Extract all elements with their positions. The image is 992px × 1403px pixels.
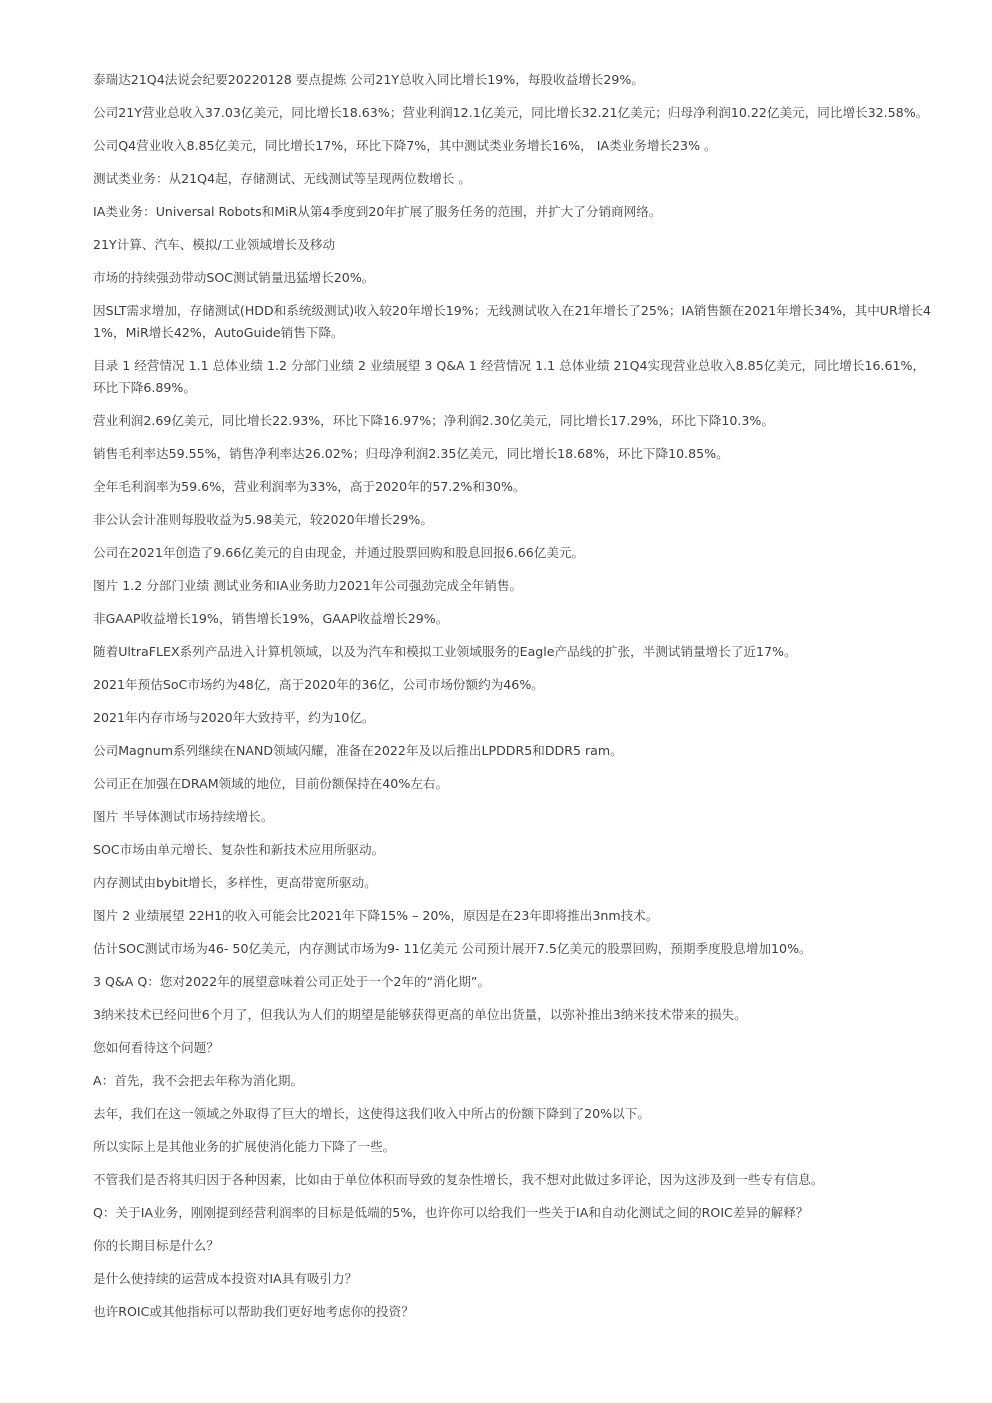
paragraph: 公司Magnum系列继续在NAND领域闪耀，准备在2022年及以后推出LPDDR5和DDR5 ram。 <box>93 743 623 758</box>
paragraph-title-summary: 泰瑞达21Q4法说会纪要20220128 要点提炼 公司21Y总收入同比增长19%，每股收益增长29%。 <box>93 72 644 87</box>
paragraph: 非公认会计准则每股收益为5.98美元，较2020年增长29%。 <box>93 512 433 527</box>
paragraph: 图片 1.2 分部门业绩 测试业务和IA业务助力2021年公司强劲完成全年销售。 <box>93 578 523 593</box>
paragraph: 营业利润2.69亿美元，同比增长22.93%，环比下降16.97%；净利润2.30亿美元，同比增长17.29%，环比下降10.3%。 <box>93 413 774 428</box>
paragraph: 随着UltraFLEX系列产品进入计算机领域，以及为汽车和模拟工业领域服务的Eagle产品线的扩张，半测试销量增长了近17%。 <box>93 644 797 659</box>
paragraph-table-of-contents: 目录 1 经营情况 1.1 总体业绩 1.2 分部门业绩 2 业绩展望 3 Q&A 1 经营情况 1.1 总体业绩 21Q4实现营业总收入8.85亿美元，同比增长16.61%，环比下降6.89%。 <box>93 358 926 395</box>
paragraph-qa-question: 3 Q&A Q：您对2022年的展望意味着公司正处于一个2年的“消化期”。 <box>93 974 491 989</box>
paragraph: 2021年预估SoC市场约为48亿，高于2020年的36亿，公司市场份额约为46%。 <box>93 677 544 692</box>
paragraph: 全年毛利润率为59.6%，营业利润率为33%，高于2020年的57.2%和30%。 <box>93 479 526 494</box>
paragraph: 销售毛利率达59.55%，销售净利率达26.02%；归母净利润2.35亿美元，同比增长18.68%，环比下降10.85%。 <box>93 446 729 461</box>
paragraph: 所以实际上是其他业务的扩展使消化能力下降了一些。 <box>93 1139 396 1154</box>
paragraph: 市场的持续强劲带动SOC测试销量迅猛增长20%。 <box>93 270 375 285</box>
paragraph: 图片 半导体测试市场持续增长。 <box>93 809 274 824</box>
paragraph: 也许ROIC或其他指标可以帮助我们更好地考虑你的投资？ <box>93 1304 414 1319</box>
paragraph: 测试类业务：从21Q4起，存储测试、无线测试等呈现两位数增长 。 <box>93 171 471 186</box>
paragraph-qa-answer: A：首先，我不会把去年称为消化期。 <box>93 1073 304 1088</box>
document-body <box>93 69 933 1334</box>
paragraph: 不管我们是否将其归因于各种因素，比如由于单位体积而导致的复杂性增长，我不想对此做过多评论，因为这涉及到一些专有信息。 <box>93 1172 824 1187</box>
paragraph: 估计SOC测试市场为46- 50亿美元，内存测试市场为9- 11亿美元 公司预计展开7.5亿美元的股票回购，预期季度股息增加10%。 <box>93 941 812 956</box>
paragraph: 图片 2 业绩展望 22H1的收入可能会比2021年下降15% – 20%，原因是在23年即将推出3nm技术。 <box>93 908 659 923</box>
paragraph: 是什么使持续的运营成本投资对IA具有吸引力？ <box>93 1271 358 1286</box>
paragraph: 公司Q4营业收入8.85亿美元，同比增长17%，环比下降7%，其中测试类业务增长16%， IA类业务增长23% 。 <box>93 138 717 153</box>
paragraph: SOC市场由单元增长、复杂性和新技术应用所驱动。 <box>93 842 385 857</box>
paragraph: 公司在2021年创造了9.66亿美元的自由现金，并通过股票回购和股息回报6.66亿美元。 <box>93 545 585 560</box>
paragraph-qa-question: Q：关于IA业务，刚刚提到经营利润率的目标是低端的5%，也许你可以给我们一些关于IA和自动化测试之间的ROIC差异的解释？ <box>93 1205 809 1220</box>
paragraph: IA类业务：Universal Robots和MiR从第4季度到20年扩展了服务任务的范围，并扩大了分销商网络。 <box>93 204 662 219</box>
paragraph: 你的长期目标是什么？ <box>93 1238 219 1253</box>
paragraph: 3纳米技术已经问世6个月了，但我认为人们的期望是能够获得更高的单位出货量，以弥补推出3纳米技术带来的损失。 <box>93 1007 747 1022</box>
paragraph: 21Y计算、汽车、模拟/工业领域增长及移动 <box>93 237 336 252</box>
paragraph: 您如何看待这个问题？ <box>93 1040 219 1055</box>
paragraph: 非GAAP收益增长19%，销售增长19%，GAAP收益增长29%。 <box>93 611 449 626</box>
paragraph: 2021年内存市场与2020年大致持平，约为10亿。 <box>93 710 375 725</box>
paragraph: 公司21Y营业总收入37.03亿美元，同比增长18.63%；营业利润12.1亿美元，同比增长32.21亿美元；归母净利润10.22亿美元，同比增长32.58%。 <box>93 105 929 120</box>
paragraph: 内存测试由bybit增长，多样性，更高带宽所驱动。 <box>93 875 377 890</box>
paragraph: 因SLT需求增加，存储测试(HDD和系统级测试)收入较20年增长19%；无线测试收入在21年增长了25%；IA销售额在2021年增长34%，其中UR增长41%，MiR增长42%，AutoGuide销售下降。 <box>93 303 931 340</box>
paragraph: 去年，我们在这一领域之外取得了巨大的增长，这使得这我们收入中所占的份额下降到了20%以下。 <box>93 1106 650 1121</box>
paragraph: 公司正在加强在DRAM领域的地位，目前份额保持在40%左右。 <box>93 776 449 791</box>
